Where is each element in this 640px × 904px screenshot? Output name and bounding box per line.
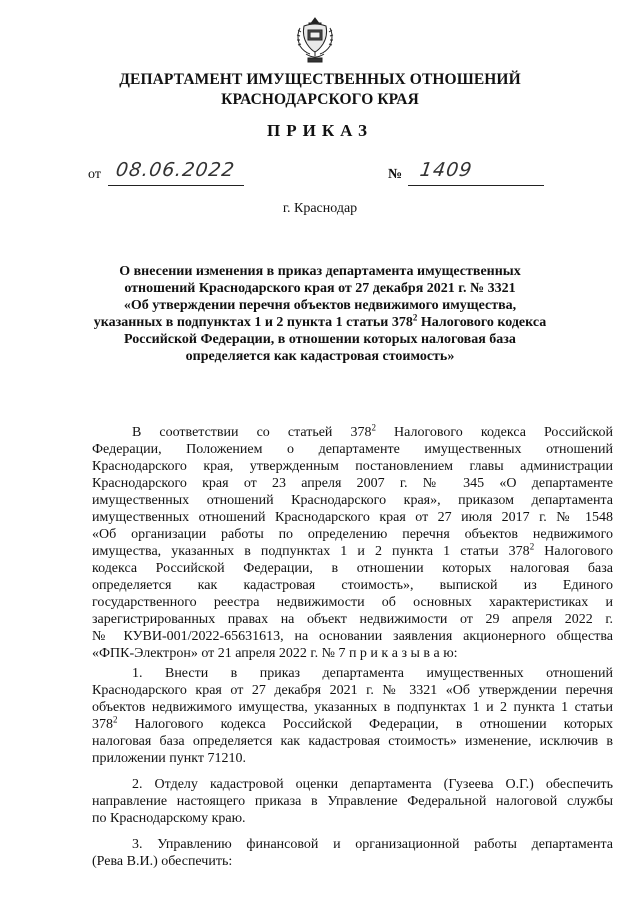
body-line: Краснодарского края от 23 апреля 2007 г. № 345 «О департаменте (92, 476, 613, 491)
body-line: по Краснодарскому краю. (92, 811, 246, 826)
body-line: (Рева В.И.) обеспечить: (92, 854, 233, 869)
subject-line: указанных в подпунктах 1 и 2 пункта 1 статьи $378^2$ Налогового кодекса (93, 312, 547, 330)
subject-line: «Об утверждении перечня объектов недвижимого имущества, (123, 298, 517, 313)
body-line: государственного реестра недвижимости об основных характеристиках и (92, 595, 613, 610)
body-line: В соответствии со статьей $378^2$ Налогового кодекса Российской (132, 422, 613, 440)
body-line: «ФПК-Электрон» от 21 апреля 2022 г. № 7 п р и к а з ы в а ю: (92, 646, 458, 661)
date-label: от (88, 167, 101, 182)
department-name-line2: КРАСНОДАРСКОГО КРАЯ (221, 91, 419, 108)
department-name-line1: ДЕПАРТАМЕНТ ИМУЩЕСТВЕННЫХ ОТНОШЕНИЙ (119, 71, 521, 88)
body-line: «Об организации работы по определению перечня объектов недвижимого (92, 527, 613, 542)
subject-line: отношений Краснодарского края от 27 декабря 2021 г. № 3321 (124, 281, 516, 296)
coat-of-arms-emblem-icon (294, 16, 336, 66)
body-line: Краснодарского края, утвержденным постановлением главы администрации (92, 459, 613, 474)
subject-line: определяется как кадастровая стоимость» (185, 349, 455, 364)
body-line: приложении пункт 71210. (92, 751, 247, 766)
body-line: имущественных отношений Краснодарского края», приказом департамента (92, 493, 613, 508)
body-line: объектов недвижимого имущества, указанных в подпунктах 1 и 2 пункта 1 статьи (92, 700, 613, 715)
city: г. Краснодар (282, 201, 358, 216)
body-line: кодекса Российской Федерации, в отношении которых налоговая база (92, 561, 613, 576)
body-line: направление настоящего приказа в Управление Федеральной налоговой службы (92, 794, 613, 809)
body-line: налоговая база определяется как кадастровая стоимость» изменение, исключив в (92, 734, 613, 749)
body-line: № КУВИ-001/2022-65631613, на основании заявления акционерного общества (92, 629, 613, 644)
order-title: ПРИКАЗ (267, 121, 373, 140)
body-line: имущества, указанных в подпунктах 1 и 2 пункта 1 статьи $378^2$ Налогового (92, 541, 613, 559)
subject-line: О внесении изменения в приказ департамента имущественных (119, 264, 521, 279)
body-line: Федерации, Положением о департаменте имущественных отношений (92, 442, 613, 457)
body-line: 1. Внести в приказ департамента имущественных отношений (132, 666, 613, 681)
order-number: 1409 (418, 159, 474, 181)
body-line: Краснодарского края от 27 декабря 2021 г. № 3321 «Об утверждении перечня (92, 683, 613, 698)
body-line: зарегистрированных правах на объект недвижимости от 29 апреля 2022 г. (92, 612, 613, 627)
body-line: 2. Отделу кадастровой оценки департамента (Гузеева О.Г.) обеспечить (132, 777, 613, 792)
body-line: определяется как кадастровая стоимость», выпиской из Единого (92, 578, 613, 593)
subject-line: Российской Федерации, в отношении которых налоговая база (124, 332, 516, 347)
date-underline (108, 185, 244, 186)
number-underline (408, 185, 544, 186)
body-line: $378^2$ Налогового кодекса Российской Федерации, в отношении которых (92, 714, 613, 732)
body-line: 3. Управлению финансовой и организационной работы департамента (132, 837, 613, 852)
order-date: 08.06.2022 (114, 159, 237, 181)
number-label: № (388, 167, 403, 182)
body-line: имущественных отношений Краснодарского края от 27 июля 2017 г. № 1548 (92, 510, 613, 525)
